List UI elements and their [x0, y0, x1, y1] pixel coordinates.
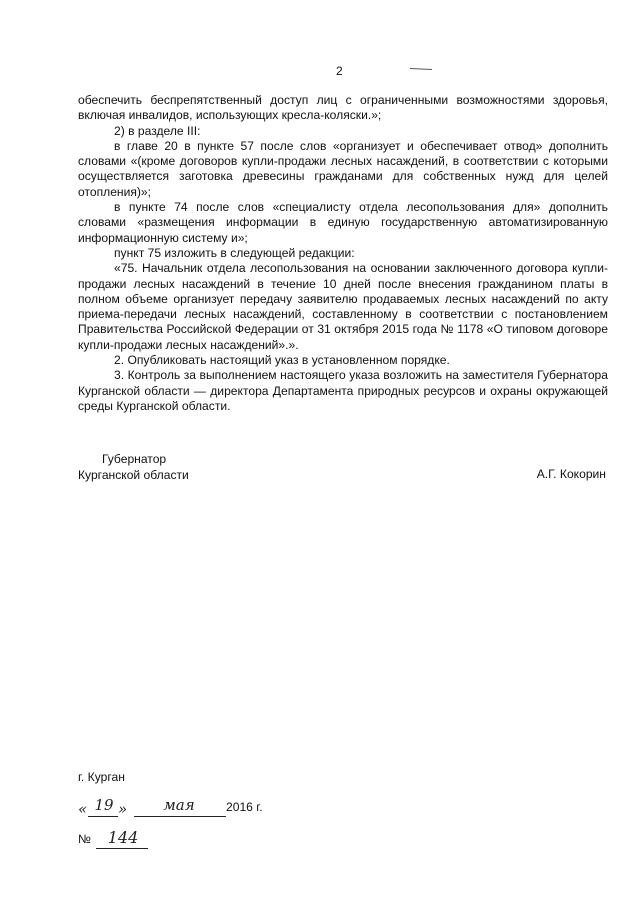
- date-close-quote: »: [118, 800, 128, 818]
- number-value: 144: [107, 828, 139, 847]
- page-number: 2: [336, 64, 343, 78]
- signatory-name: А.Г. Кокорин: [536, 467, 606, 481]
- signing-date: [78, 796, 338, 822]
- date-month-underline: [134, 816, 226, 817]
- paragraph: в главе 20 в пункте 57 после слов «организует и обеспечивает отвод» дополнить словами «(кроме договоров купли-продажи лесных насаждений, в соответствии с которыми осуществляется заготовка древесины гражданами для собственных нужд для целей отопления)»;: [78, 138, 608, 199]
- paragraph: 3. Контроль за выполнением настоящего указа возложить на заместителя Губернатора Курганской области — директора Департамента природных ресурсов и охраны окружающей среды Курганской области.: [78, 368, 608, 413]
- date-month: мая: [163, 796, 195, 814]
- number-sign: №: [78, 832, 91, 846]
- decree-number: [78, 828, 238, 854]
- decree-body: [78, 93, 608, 414]
- signatory-title: [78, 452, 189, 483]
- paragraph: пункт 75 изложить в следующей редакции:: [114, 245, 355, 260]
- date-open-quote: «: [78, 800, 88, 818]
- paragraph: 2. Опубликовать настоящий указ в установленном порядке.: [114, 353, 450, 368]
- date-day: 19: [94, 796, 114, 814]
- date-year: 2016 г.: [226, 800, 263, 814]
- paragraph: 2) в разделе III:: [114, 123, 201, 138]
- paragraph: в пункте 74 после слов «специалисту отдела лесопользования для» дополнить словами «размещения информации в единую государственную автоматизированную информационную систему и»;: [78, 200, 608, 245]
- place-of-signing: г. Курган: [78, 770, 125, 784]
- scan-mark: [410, 68, 432, 70]
- number-underline: [96, 848, 148, 849]
- paragraph: обеспечить беспрепятственный доступ лиц с ограниченными возможностями здоровья, включая инвалидов, использующих кресла-коляски.»;: [78, 93, 608, 123]
- signatory-title-line2: Курганской области: [78, 467, 189, 482]
- signatory-title-line1: Губернатор: [102, 452, 167, 466]
- paragraph: «75. Начальник отдела лесопользования на основании заключенного договора купли-продажи лесных насаждений в течение 10 дней после внесения гражданином платы в полном объеме организует передачу заявителю продаваемых лесных насаждений по акту приема-передачи лесных насаждений, составленному в соответствии с постановлением Правительства Российской Федерации от 31 октября 2015 года № 1178 «О типовом договоре купли-продажи лесных насаждений».».: [78, 261, 608, 352]
- date-day-underline: [88, 816, 118, 817]
